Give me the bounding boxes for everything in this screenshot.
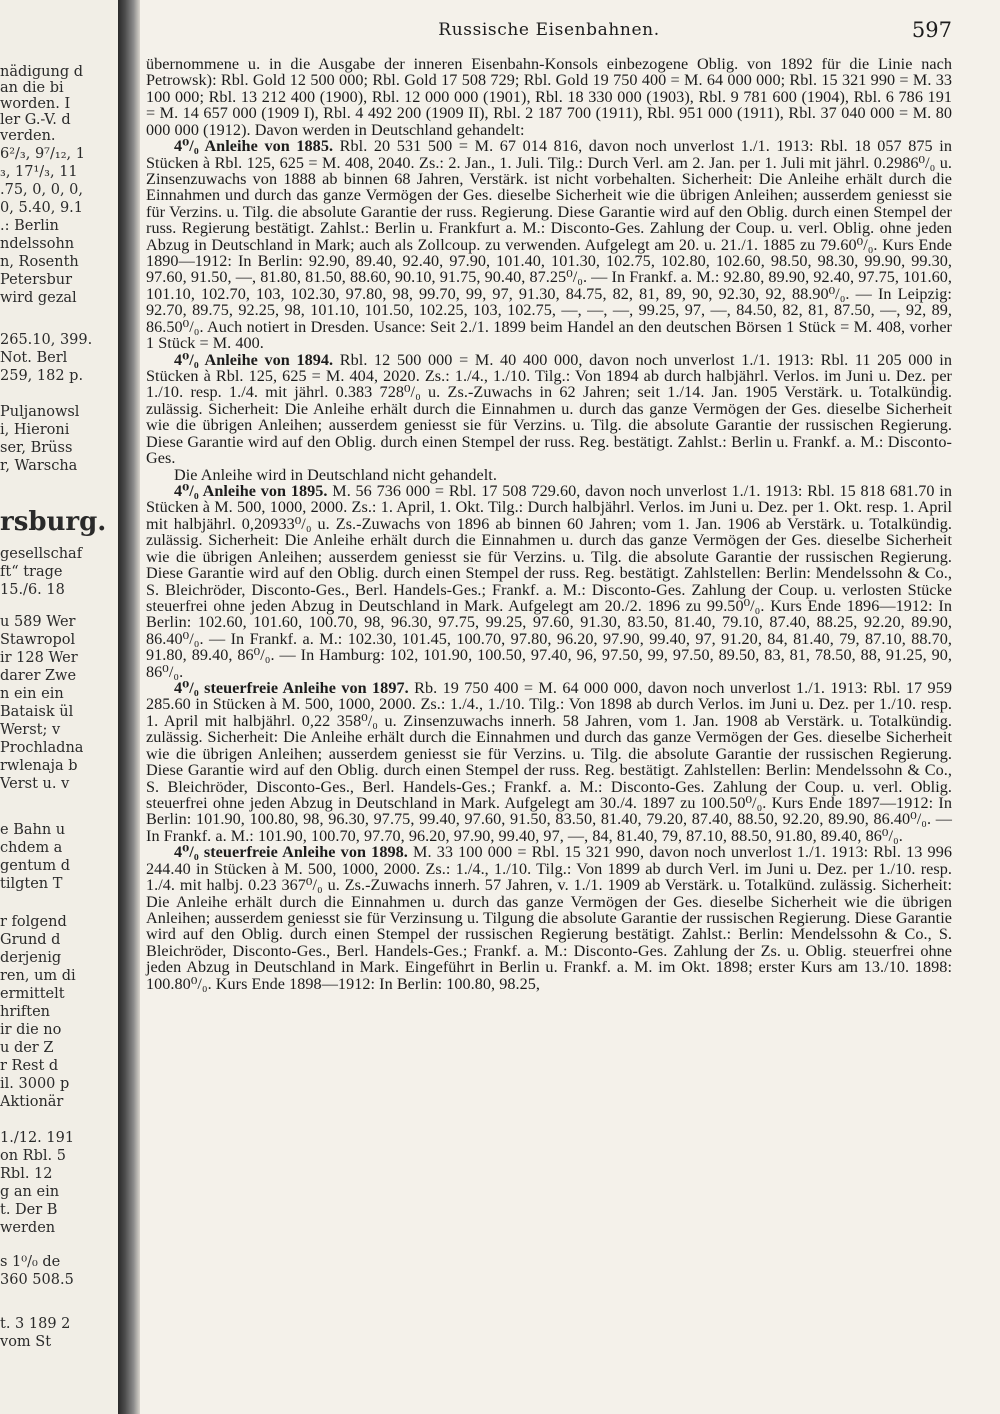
left-line: ndelssohn [0,236,75,252]
left-line: hriften [0,1004,51,1020]
body-text [146,56,952,992]
left-line: tilgten T [0,876,63,892]
left-line: werden [0,1220,56,1236]
left-line: wird gezal [0,290,77,306]
loan-heading: 4⁰/₀ steuerfreie Anleihe von 1898. [174,843,408,862]
left-line: ren, um di [0,968,76,984]
left-line: n, Rosenth [0,254,79,270]
left-line: ser, Brüss [0,440,73,456]
left-line: chdem a [0,840,63,856]
loan-text: Rbl. 12 500 000 = M. 40 400 000, davon noch unverlost 1./1. 1913: Rbl. 11 205 000 in Stücken à Rbl. 125, 625 = M. 404, 2020. Zs.: 1./4., 1./10. Tilg.: Von 1894 ab durch halbjährl. Verlos. im Juni u. Dez. per 1./10. resp. 1./4. mit jährl. 0.383 728⁰/₀ u. Zs.-Zuwachs in 62 Jahren; seit 1./14. Jan. 1905 Verstärk. u. Totalkündig. zulässig. Sicherheit: Die Anleihe erhält durch die Einnahmen u. durch das ganze Vermögen der Ges. dieselbe Sicherheit wie die übrigen Anleihen; ausserdem geniesst sie für Verzins. u. Tilg. die absolute Garantie der russischen Regierung. Diese Garantie wird auf den Oblig. durch einen Stempel der russ. Reg. bestätigt. Zahlst.: Berlin u. Frankf. a. M.: Disconto-Ges. [146,350,952,468]
left-line: n ein ein [0,686,64,702]
left-line: 360 508.5 [0,1272,74,1288]
running-title: Russische Eisenbahnen. [438,20,660,40]
loan-1898 [146,844,952,992]
left-line: g an ein [0,1184,60,1200]
left-line: Puljanowsl [0,404,80,420]
loan-heading: 4⁰/₀ Anleihe von 1894. [174,350,334,369]
adjacent-page-column [0,0,118,1414]
intro-paragraph: übernommene u. in die Ausgabe der inneren Eisenbahn-Konsols einbezogene Oblig. von 1892 für die Linie nach Petrowsk): Rbl. Gold 12 500 000; Rbl. Gold 17 508 729; Rbl. Gold 19 750 400 = M. 64 000 000; Rbl. 15 321 990 = M. 33 100 000; Rbl. 13 212 400 (1900), Rbl. 12 000 000 (1901), Rbl. 18 330 000 (1903), Rbl. 9 781 600 (1904), Rbl. 6 786 191 = M. 14 657 000 (1909 I), Rbl. 4 492 200 (1909 II), Rbl. 2 187 700 (1911), Rbl. 951 000 (1911), Rbl. 37 040 000 = M. 80 000 000 (1912). Davon werden in Deutschland gehandelt: [146,55,952,139]
loan-1897 [146,680,952,844]
left-line: Aktionär [0,1094,64,1110]
left-line: an die bi [0,80,64,96]
left-line: u 589 Wer [0,614,76,630]
left-line: e Bahn u [0,822,66,838]
left-line: worden. I [0,96,71,112]
loan-heading: 4⁰/₀ Anleihe von 1895. [174,481,328,500]
left-line: il. 3000 p [0,1076,70,1092]
loan-text: M. 56 736 000 = Rbl. 17 508 729.60, davon noch unverlost 1./1. 1913: Rbl. 15 818 681.70 in Stücken à M. 500, 1000, 2000. Zs.: 1. April, 1. Okt. Tilg.: Durch halbjährl. Verlos. im Juni u. Dez. per 1. Okt. resp. 1. April mit halbjährl. 0,20933⁰/₀ u. Zs.-Zuwachs von 1896 ab binnen 60 Jahren; vom 1. Jan. 1906 ab Verstärk. u. Totalkündig. zulässig. Sicherheit: Die Anleihe erhält durch die Einnahmen u. durch das ganze Vermögen der Ges. dieselbe Sicherheit wie die übrigen Anleihen; ausserdem geniesst sie für Verzins. u. Tilg. die absolute Garantie der russischen Regierung. Diese Garantie wird auf den Oblig. durch einen Stempel der russ. Reg. bestätigt. Zahlstellen: Berlin: Mendelssohn & Co., S. Bleichröder, Disconto-Ges., Berl. Handels-Ges.; Frankf. a. M.: Disconto-Ges. Zahlung der Coup. u. verlosten Stücke steuerfrei ohne jeden Abzug in Deutschland in Mark. Aufgelegt am 20./2. 1896 zu 99.50⁰/₀. Kurs Ende 1896—1912: In Berlin: 102.60, 101.60, 100.70, 98, 96.30, 97.75, 99.25, 97.60, 91.30, 83.50, 81.40, 79.10, 87.40, 88.25, 92.20, 89.90, 86.40⁰/₀. — In Frankf. a. M.: 102.30, 101.45, 100.70, 97.80, 96.20, 97.90, 99.40, 97, 91.20, 84, 81.40, 79, 87.10, 88.70, 91.80, 89.40, 86⁰/₀. — In Hamburg: 102, 101.90, 100.50, 97.40, 96, 97.50, 99, 97.50, 89.50, 83, 81, 78.50, 88, 91.25, 90, 86⁰/₀. [146,481,952,681]
left-line: ler G.-V. d [0,112,71,128]
left-line: t. 3 189 2 [0,1316,71,1332]
left-line: ir 128 Wer [0,650,78,666]
left-line: Prochladna [0,740,84,756]
loan-1894-note: Die Anleihe wird in Deutschland nicht gehandelt. [174,465,497,484]
left-line: 0, 5.40, 9.1 [0,200,84,216]
left-line: u der Z [0,1040,54,1056]
loan-text: Rb. 19 750 400 = M. 64 000 000, davon noch unverlost 1./1. 1913: Rbl. 17 959 285.60 in Stücken à M. 500, 1000, 2000. Zs.: 1./4., 1./10. Tilg.: Von 1898 ab durch Verlos. im Juni u. Dez. per 1./10. resp. 1. April mit halbjährl. 0,22 358⁰/₀ u. Zinsenzuwachs innerh. 58 Jahren, vom 1. Jan. 1908 ab Verstärk. u. Totalkündig. zulässig. Sicherheit: Die Anleihe erhält durch die Einnahmen und durch das ganze Vermögen der Ges. dieselbe Sicherheit wie die übrigen Anleihen; ausserdem geniesst sie für Verzins. u. Tilg. die absolute Garantie der russischen Regierung. Diese Garantie wird auf den Oblig. durch einen Stempel der russ. Reg. bestätigt. Zahlstellen: Berlin: Mendelssohn & Co., S. Bleichröder, Disconto-Ges., Berl. Handels-Ges.; Frankf. a. M.: Disconto-Ges. Zahlung der Coup. u. verl. Oblig. steuerfrei ohne jeden Abzug in Deutschland in Mark. Aufgelegt am 30./4. 1897 zu 100.50⁰/₀. Kurs Ende 1897—1912: In Berlin: 101.90, 100.80, 98, 96.30, 97.75, 99.40, 97.60, 91.50, 83.50, 81.40, 79.20, 87.40, 88.50, 92.20, 89.90, 86.40⁰/₀. — In Frankf. a. M.: 101.90, 100.70, 97.70, 96.20, 97.90, 99.40, 97, —, 84, 81.40, 79, 87.10, 88.50, 91.80, 89.40, 86⁰/₀. [146,679,952,845]
left-line: Rbl. 12 [0,1166,53,1182]
left-line: Not. Berl [0,350,68,366]
left-line: r Rest d [0,1058,59,1074]
left-line: gesellschaf [0,546,83,562]
left-line: darer Zwe [0,668,77,684]
left-line: t. Der B [0,1202,58,1218]
left-line: Stawropol [0,632,76,648]
left-line: derjenig [0,950,62,966]
left-line: 259, 182 p. [0,368,84,384]
left-line: i, Hieroni [0,422,70,438]
left-line: gentum d [0,858,71,874]
loan-text: Rbl. 20 531 500 = M. 67 014 816, davon noch unverlost 1./1. 1913: Rbl. 18 057 875 in Stücken à Rbl. 125, 625 = M. 408, 2040. Zs.: 2. Jan., 1. Juli. Tilg.: Durch Verl. am 2. Jan. per 1. Juli mit jährl. 0.2986⁰/₀ u. Zinsenzuwachs von 1888 ab binnen 68 Jahren, Verstärk. ist nicht vorbehalten. Sicherheit: Die Anleihe erhält durch die Einnahmen und durch das ganze Vermögen der Ges. dieselbe Sicherheit wie die übrigen Anleihen; ausserdem geniesst sie für Verzins. u. Tilg. die absolute Garantie der russ. Regierung. Diese Garantie wird auf den Oblig. durch einen Stempel der russ. Regierung bestätigt. Zahlst.: Berlin u. Frankfurt a. M.: Disconto-Ges. Zahlung der Coup. u. verl. Oblig. ohne jeden Abzug in Deutschland in Mark; auch als Zollcoup. zu verwenden. Aufgelegt am 20. u. 21./1. 1885 zu 79.60⁰/₀. Kurs Ende 1890—1912: In Berlin: 92.90, 89.40, 92.40, 97.90, 101.40, 101.30, 102.75, 102.80, 102.60, 98.50, 98.30, 99.90, 99.30, 97.60, 91.50, —, 81.80, 81.50, 88.60, 90.10, 91.75, 90.40, 87.25⁰/₀. — In Frankf. a. M.: 92.80, 89.90, 92.40, 97.75, 101.60, 101.10, 102.70, 103, 102.30, 97.80, 98, 99.70, 99, 97, 91.30, 84.75, 82, 81, 89, 90, 92.30, 92, 88.90⁰/₀. — In Leipzig: 92.70, 89.75, 92.25, 98, 101.10, 101.50, 102.25, 103, 102.75, —, —, —, 99.25, 97, —, 84.50, 82, 81, 87.50, —, 92, 89, 86.50⁰/₀. Auch notiert in Dresden. Usance: Seit 2./1. 1899 beim Handel an den deutschen Börsen 1 Stück = M. 408, vorher 1 Stück = M. 400. [146,137,952,353]
left-line: ft“ trage [0,564,63,580]
left-line: ₃, 17¹/₃, 11 [0,164,78,180]
loan-1894 [146,352,952,467]
page-content [146,18,952,992]
left-line: 1./12. 191 [0,1130,75,1146]
book-gutter [118,0,140,1414]
left-line: vom St [0,1334,52,1350]
left-line: verden. [0,128,56,144]
left-line: 265.10, 399. [0,332,93,348]
left-line: 15./6. 18 [0,582,65,598]
left-line: r, Warscha [0,458,78,474]
page-number: 597 [911,18,952,42]
left-line: .75, 0, 0, 0, [0,182,83,198]
left-line: 6²/₃, 9⁷/₁₂, 1 [0,146,85,162]
left-line: Petersbur [0,272,73,288]
left-line: on Rbl. 5 [0,1148,66,1164]
left-line: r folgend [0,914,67,930]
left-line: Grund d [0,932,61,948]
left-line: ir die no [0,1022,62,1038]
left-heading: rsburg. [0,507,107,537]
loan-1895 [146,483,952,680]
left-line: ermittelt [0,986,65,1002]
loan-heading: 4⁰/₀ Anleihe von 1885. [174,137,334,156]
loan-text: M. 33 100 000 = Rbl. 15 321 990, davon noch unverlost 1./1. 1913: Rbl. 13 996 244.40 in Stücken à M. 500, 1000, 2000. Zs.: 1./4., 1./10. Tilg.: Von 1899 ab durch Verl. im Juni u. Dez. per 1./10. resp. 1./4. mit halbj. 0.23 367⁰/₀ u. Zs.-Zuwachs innerh. 57 Jahren, v. 1./1. 1909 ab Verstärk. u. Totalkünd. zulässig. Sicherheit: Die Anleihe erhält durch die Einnahmen u. durch das ganze Vermögen der Ges. dieselbe Sicherheit wie die übrigen Anleihen; ausserdem geniesst sie für Verzinsung u. Tilgung die absolute Garantie der russischen Regierung. Diese Garantie wird auf den Oblig. durch einen Stempel der russischen Regierung bestätigt. Zahlst.: Berlin: Mendelssohn & Co., S. Bleichröder, Disconto-Ges., Berl. Handels-Ges.; Frankf. a. M.: Disconto-Ges. Zahlung der Zs. u. Oblig. steuerfrei ohne jeden Abzug in Deutschland in Mark. Eingeführt in Berlin u. Frankf. a. M. im Okt. 1898; erster Kurs am 13./10. 1898: 100.80⁰/₀. Kurs Ende 1898—1912: In Berlin: 100.80, 98.25, [146,843,952,993]
page-header [146,18,952,48]
left-line: Bataisk ül [0,704,74,720]
left-line: nädigung d [0,64,84,80]
left-line: Verst u. v [0,776,70,792]
left-line: .: Berlin [0,218,59,234]
left-line: Werst; v [0,722,61,738]
left-line: s 1⁰/₀ de [0,1254,61,1270]
loan-1885 [146,138,952,351]
loan-heading: 4⁰/₀ steuerfreie Anleihe von 1897. [174,679,409,698]
left-line: rwlenaja b [0,758,78,774]
